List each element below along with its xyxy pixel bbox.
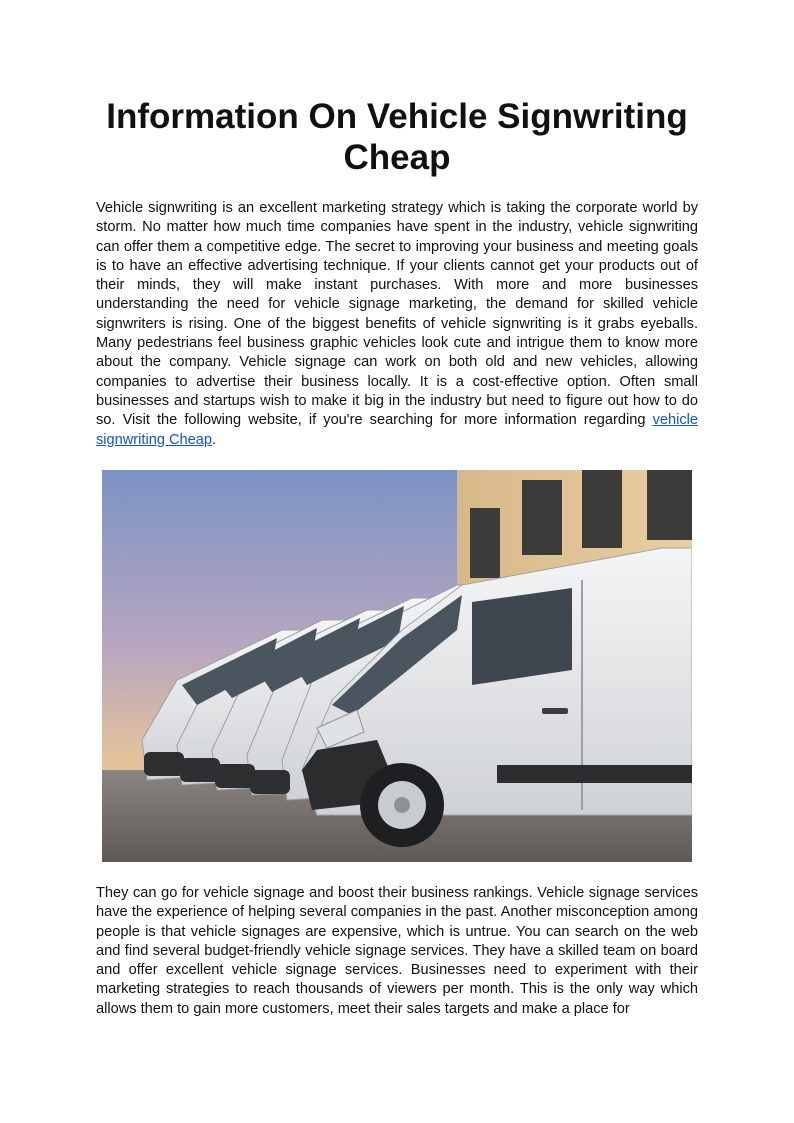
intro-paragraph-text: Vehicle signwriting is an excellent marketing strategy which is taking the corporate world by storm. No matter how much time companies have spent in the industry, vehicle signwriting can offer them a competitive edge. The secret to improving your business and meeting goals is to have an effective advertising technique. If your clients cannot get your products out of their minds, they will make instant purchases. With more and more businesses understanding the need for vehicle signage marketing, the demand for skilled vehicle signwriters is rising. One of the biggest benefits of vehicle signwriting is it grabs eyeballs. Many pedestrians feel business graphic vehicles look cute and intrigue them to know more about the company. Vehicle signage can work on both old and new vehicles, allowing companies to advertise their business locally. It is a cost-effective option. Often small businesses and startups wish to make it big in the industry but need to figure out how to do so. Visit the following website, if you're searching for more information regarding: [96, 200, 698, 429]
intro-paragraph: [96, 199, 698, 450]
vans-photo: [102, 470, 692, 862]
vans-photo-illustration: [102, 470, 692, 862]
page-title: Information On Vehicle Signwriting Cheap: [106, 97, 688, 177]
second-paragraph: They can go for vehicle signage and boost their business rankings. Vehicle signage services have the experience of helping several companies in the past. Another misconception among people is that vehicle signages are expensive, which is untrue. You can search on the web and find several budget-friendly vehicle signage services. They have a skilled team on board and offer excellent vehicle signage services. Businesses need to experiment with their marketing strategies to reach thousands of viewers per month. This is the only way which allows them to gain more customers, meet their sales targets and make a place for: [96, 885, 698, 1017]
vehicle-signwriting-link[interactable]: vehicle signwriting Cheap: [96, 412, 698, 448]
intro-paragraph-end: .: [212, 431, 217, 448]
